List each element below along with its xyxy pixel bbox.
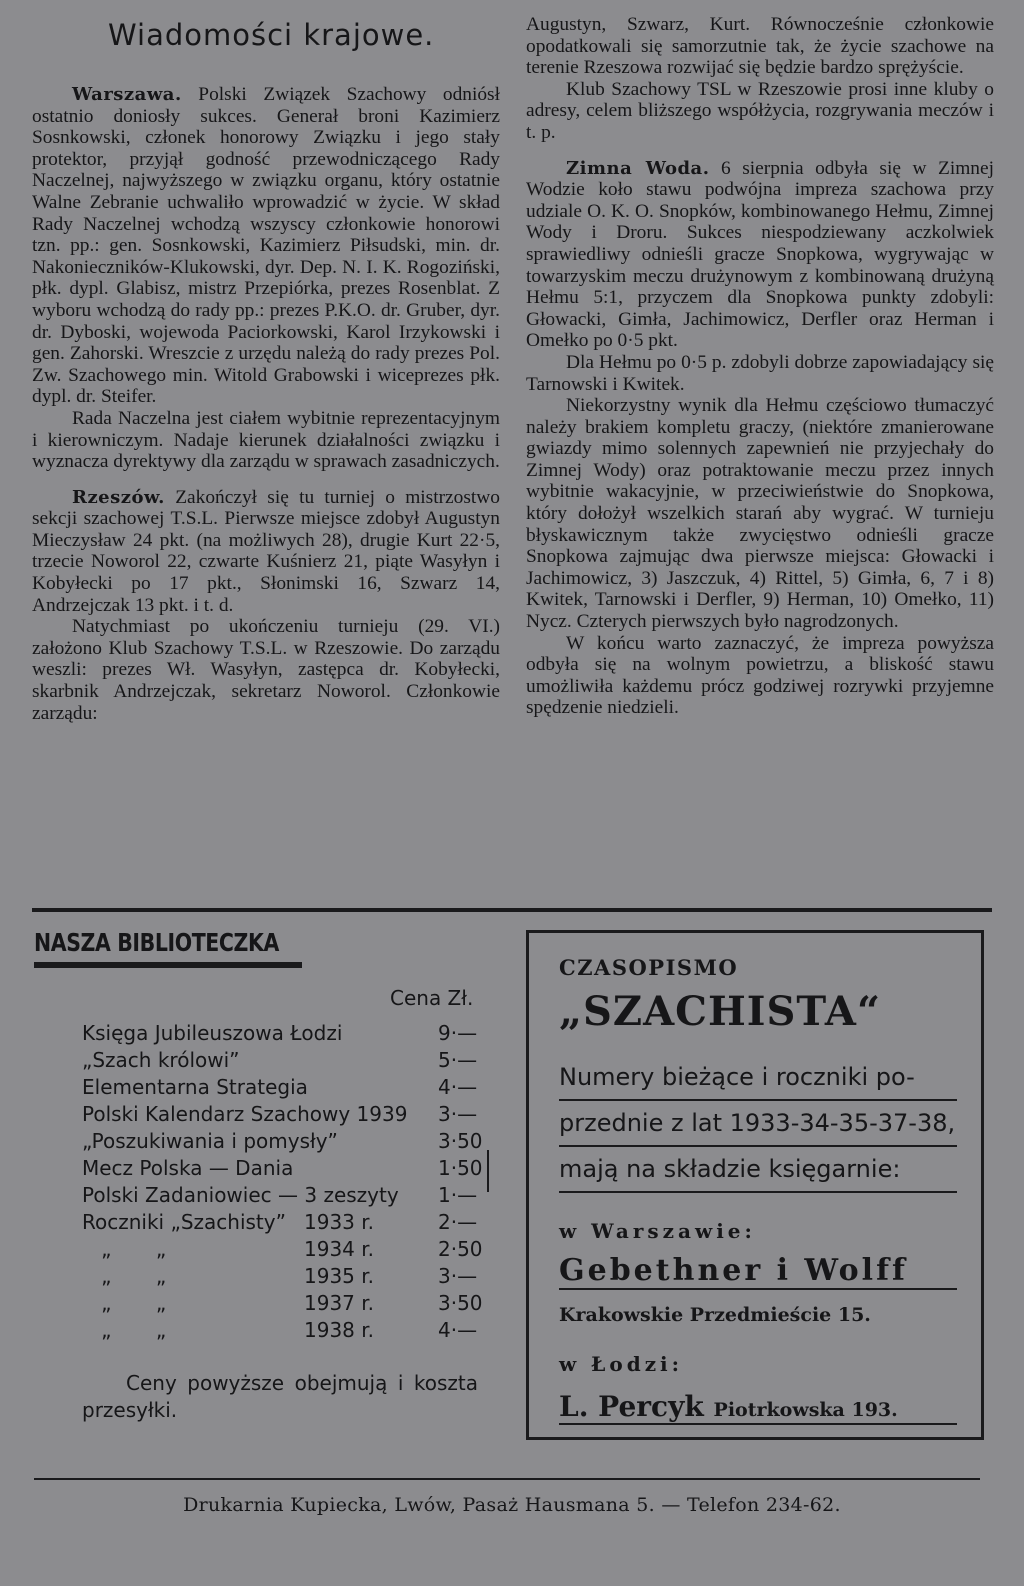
article-warszawa-text: Polski Związek Szachowy odniósł ostatnio doniosły sukces. Generał broni Kazimierz Sosnkowski, członek honorowy Związku i jego stały protektor, przyjął godność przewodniczącego Rady Naczelnej, najwyższego w związku organu, który ostatnie Walne Zebranie uchwaliło wprowadzić w życie. W skład Rady Naczelnej wchodzą wszyscy członkowie honorowi tzn. pp.: gen. Sosnkowski, Kazimierz Piłsudski, min. dr. Nakonieczników-Klukowski, dyr. Dep. N. I. K. Rogoziński, płk. dypl. Glabisz, mistrz Przepiórka, prezes Rosenblat. Z wyboru wchodzą do rady pp.: prezes P.K.O. dr. Gruber, dyr. dr. Dyboski, wojewoda Paciorkowski, Karol Irzykowski i gen. Zahorski. Wreszcie z urzędu należą do rady prezes Pol. Zw. Szachowego min. Witold Grabowski i wiceprezes płk. dypl. dr. Steifer. — [32, 84, 500, 408]
ad-kicker: CZASOPISMO — [559, 955, 739, 980]
article-klub-tsl: Natychmiast po ukończeniu turnieju (29. VI.) założono Klub Szachowy T.S.L. w Rzeszowie. Do zarządu weszli: prezes Wł. Wasyłyn, zastępca dr. Kobyłecki, skarbnik Andrzejczak, sekretarz Noworol. Członkowie zarządu: — [32, 616, 500, 724]
library-item — [82, 1263, 488, 1290]
library-item-price: 5·— — [438, 1048, 478, 1072]
ad-text — [559, 1055, 957, 1193]
magazine-ad-content — [559, 955, 957, 1425]
article-zimna-woda — [526, 158, 994, 352]
library-title-bar — [34, 962, 302, 968]
library-item — [82, 1236, 488, 1263]
ad-city-lodz: w Łodzi: — [559, 1352, 684, 1376]
library-item — [82, 1290, 488, 1317]
library-item-price: 2·50 — [438, 1237, 483, 1261]
price-header: Cena Zł. — [390, 986, 474, 1010]
ad-text-line: Numery bieżące i roczniki po- — [559, 1055, 957, 1101]
article-klub-request: Klub Szachowy TSL w Rzeszowie prosi inne kluby o adresy, celem bliższego współżycia, rozgrywania meczów i t. p. — [526, 78, 994, 143]
library-item-price: 3·— — [438, 1264, 478, 1288]
library-item-title: „Poszukiwania i pomysły” — [82, 1129, 338, 1153]
article-rzeszow-text: Zakończył się tu turniej o mistrzostwo sekcji szachowej T.S.L. Pierwsze miejsce zdobył Augustyn Mieczysław 24 pkt. (na możliwych 28), drugie Kurt 22·5, trzecie Noworol 22, czwarte Kuśnierz 21, piąte Wasyłyn i Kobyłecki po 17 pkt., Słonimski 16, Szwarz 14, Andrzejczak 13 pkt. i t. d. — [32, 486, 500, 616]
library-item-price: 4·— — [438, 1075, 478, 1099]
library-item-year: 1937 r. — [304, 1291, 374, 1315]
library-item — [82, 1182, 488, 1209]
printer-footer: Drukarnia Kupiecka, Lwów, Pasaż Hausmana 5. — Telefon 234-62. — [183, 1494, 841, 1516]
left-column — [32, 14, 500, 724]
library-item — [82, 1074, 488, 1101]
library-item-price: 9·— — [438, 1021, 478, 1045]
article-helm-points: Dla Hełmu po 0·5 p. zdobyli dobrze zapowiadający się Tarnowski i Kwitek. — [526, 351, 994, 395]
library-item-year: 1935 r. — [304, 1264, 374, 1288]
library-item-year: 1933 r. — [304, 1210, 374, 1234]
right-column — [526, 14, 994, 719]
article-rzeszow-cont: Augustyn, Szwarz, Kurt. Równocześnie członkowie opodatkowali się samorzutnie tak, że życie szachowe na terenie Rzeszowa rozwijać się będzie bardzo sprężyście. — [526, 14, 994, 79]
article-warszawa — [32, 84, 500, 408]
divider-top — [32, 908, 992, 912]
library-item — [82, 1209, 488, 1236]
article-zimna-woda-text: 6 sierpnia odbyła się w Zimnej Wodzie koło stawu podwójna impreza szachowa przy udziale O. K. O. Snopków, kombinowanego Hełmu, Zimnej Wody i Droru. Sukces niespodziewany aczkolwiek sprawiedliwy odnieśli gracze Snopkowa, wygrywając w towarzyskim meczu drużynowym z kombinowaną drużyną Hełmu 5:1, przyczem dla Snopkowa punkty zdobyli: Głowacki, Gimła, Jachimowicz, Derfler oraz Herman i Omełko po 0·5 pkt. — [526, 157, 994, 352]
library-item-price: 3·— — [438, 1102, 478, 1126]
place-warszawa: Warszawa. — [72, 84, 182, 105]
article-helm-result: Niekorzystny wynik dla Hełmu częściowo tłumaczyć należy brakiem kompletu graczy, (niektóre zmanierowane gwiazdy mimo solennych zapewnień nie przyjechały do Zimnej Wody) oraz potraktowanie meczu przez innych wybitnie wakacyjnie, w przeciwieństwie do Snopkowa, który dołożył wszelkich starań aby wygrać. W turnieju błyskawicznym także zwycięstwo odnieśli gracze Snopkowa zajmując dwa pierwsze miejsca: Głowacki i Jachimowicz, 3) Jaszczuk, 4) Rittel, 5) Gimła, 6, 7 i 8) Kwitek, Tarnowski i Derfler, 9) Herman, 10) Omełko, 11) Nycz. Czterych pierwszych było nagrodzonych. — [526, 395, 994, 633]
library-note: Ceny powyższe obejmują i koszta przesyłki. — [82, 1371, 478, 1422]
library-item-title: „ „ — [82, 1318, 167, 1342]
library-item — [82, 1128, 488, 1155]
section-title: Wiadomości krajowe. — [108, 18, 435, 52]
place-rzeszow: Rzeszów. — [72, 486, 165, 508]
library-item-title: „ „ — [82, 1264, 167, 1288]
price-bracket — [487, 1150, 489, 1192]
ad-text-line: mają na składzie księgarnie: — [559, 1147, 957, 1193]
ad-shop-gebethner: Gebethner i Wolff — [559, 1253, 957, 1290]
library-item-title: „Szach królowi” — [82, 1048, 240, 1072]
place-zimna-woda: Zimna Woda. — [566, 157, 710, 179]
ad-shop-percyk — [559, 1390, 957, 1425]
article-closing: W końcu warto zaznaczyć, że impreza powyższa odbyła się na wolnym powietrzu, a bliskość stawu umożliwiła każdemu prócz godziwej rozrywki przyjemne spędzenie niedzieli. — [526, 632, 994, 719]
ad-shop-percyk-name: L. Percyk — [559, 1390, 704, 1423]
library-item-price: 1·50 — [438, 1156, 483, 1180]
library-item — [82, 1047, 488, 1074]
article-rada-naczelna: Rada Naczelna jest ciałem wybitnie reprezentacyjnym i kierowniczym. Nadaje kierunek działalności związku i wyznacza dyrektywy dla zarządu w sprawach zasadniczych. — [32, 407, 500, 473]
library-item-year: 1934 r. — [304, 1237, 374, 1261]
library-item-title: „ „ — [82, 1237, 167, 1261]
library-item — [82, 1020, 488, 1047]
ad-text-line: przednie z lat 1933-34-35-37-38, — [559, 1101, 957, 1147]
ad-address-warszawa: Krakowskie Przedmieście 15. — [559, 1304, 871, 1326]
library-item-title: Roczniki „Szachisty” — [82, 1210, 286, 1234]
library-item-price: 4·— — [438, 1318, 478, 1342]
library-item-year: 1938 r. — [304, 1318, 374, 1342]
library-item-title: Mecz Polska — Dania — [82, 1156, 294, 1180]
library-list — [82, 1020, 488, 1344]
library-item-title: „ „ — [82, 1291, 167, 1315]
magazine-ad — [526, 930, 984, 1440]
ad-city-warszawa: w Warszawie: — [559, 1219, 756, 1243]
library-item-price: 2·— — [438, 1210, 478, 1234]
library-item-price: 1·— — [438, 1183, 478, 1207]
library-item-price: 3·50 — [438, 1291, 483, 1315]
library-item — [82, 1317, 488, 1344]
library-item-price: 3·50 — [438, 1129, 483, 1153]
library-item-title: Polski Kalendarz Szachowy 1939 — [82, 1102, 408, 1126]
library-item-title: Elementarna Strategia — [82, 1075, 308, 1099]
library-item — [82, 1101, 488, 1128]
library-title: NASZA BIBLIOTECZKA — [34, 928, 279, 957]
ad-magazine-name: „SZACHISTA“ — [559, 988, 881, 1035]
divider-bottom — [34, 1478, 980, 1480]
library-item-title: Księga Jubileuszowa Łodzi — [82, 1021, 343, 1045]
library-item — [82, 1155, 488, 1182]
ad-address-lodz: Piotrkowska 193. — [713, 1399, 898, 1421]
library-item-title: Polski Zadaniowiec — 3 zeszyty — [82, 1183, 399, 1207]
article-rzeszow — [32, 487, 500, 617]
